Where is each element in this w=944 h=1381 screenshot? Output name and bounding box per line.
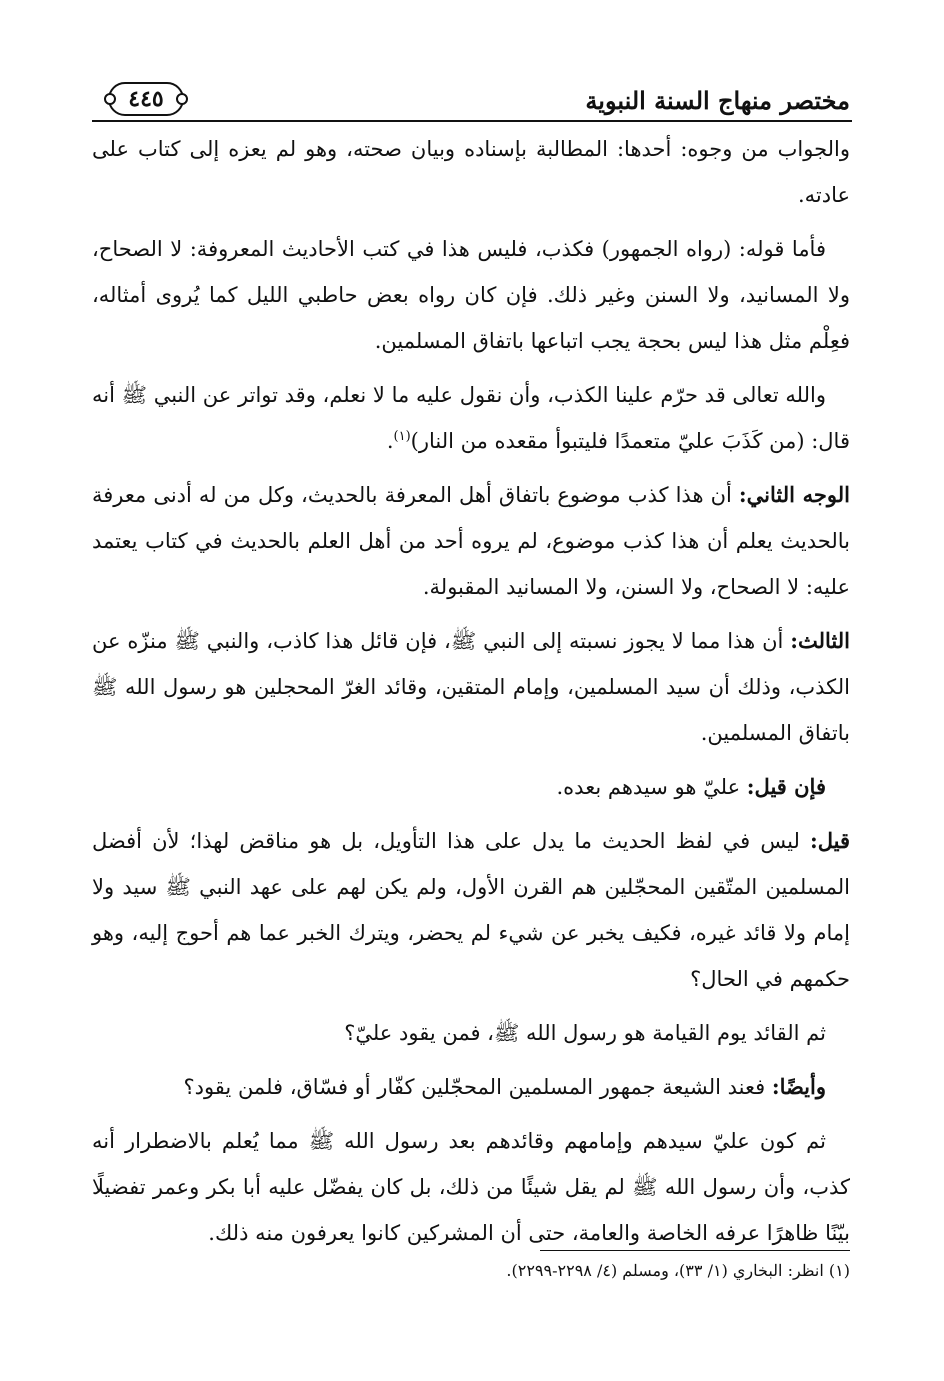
paragraph-text: ليس في لفظ الحديث ما يدل على هذا التأويل، بل هو مناقض لهذا؛ لأن أفضل المسلمين المتّقين المحجّلين هم القرن الأول، ولم يكن لهم على عهد النبي ﷺ سيد ولا إمام ولا قائد غيره، فكيف يخبر عن شيء لم يحضر، ويترك الخبر عما هم أحوج إليه، وهو حكمهم في الحال؟ — [92, 829, 850, 991]
paragraph-lead: الوجه الثاني: — [738, 482, 850, 507]
running-title: مختصر منهاج السنة النبوية — [585, 86, 850, 115]
paragraph-text: أن هذا مما لا يجوز نسبته إلى النبي ﷺ، فإن قائل هذا كاذب، والنبي ﷺ منزّه عن الكذب، وذلك أن سيد المسلمين، وإمام المتقين، وقائد الغرّ المحجلين هو رسول الله ﷺ باتفاق المسلمين. — [92, 629, 850, 745]
paragraph — [92, 818, 850, 1002]
paragraph-text: والله تعالى قد حرّم علينا الكذب، وأن نقول عليه ما لا نعلم، وقد تواتر عن النبي ﷺ أنه قال: (من كَذَبَ عليّ متعمدًا فليتبوأ مقعده من النار) — [92, 383, 850, 453]
paragraph — [92, 1118, 850, 1256]
footnote: (١) انظر: البخاري (١/ ٣٣)، ومسلم (٤/ ٢٢٩٨-٢٢٩٩). — [506, 1261, 850, 1280]
body-text — [92, 126, 850, 1264]
paragraph — [92, 226, 850, 364]
paragraph-text: ثم القائد يوم القيامة هو رسول الله ﷺ، فمن يقود عليّ؟ — [344, 1021, 826, 1045]
paragraph — [92, 472, 850, 610]
paragraph-text: فعند الشيعة جمهور المسلمين المحجّلين كفّار أو فسّاق، فلمن يقود؟ — [183, 1075, 772, 1099]
paragraph — [92, 372, 850, 464]
footnote-rule — [540, 1250, 850, 1251]
paragraph — [92, 126, 850, 218]
paragraph-lead: الثالث: — [790, 628, 850, 653]
paragraph-lead: وأيضًا: — [771, 1074, 826, 1099]
footnote-ref: (١) — [393, 429, 411, 444]
paragraph — [92, 764, 850, 810]
paragraph-end: . — [386, 429, 394, 453]
paragraph-text: والجواب من وجوه: أحدها: المطالبة بإسناده وبيان صحته، وهو لم يعزه إلى كتاب على عادته. — [92, 137, 850, 207]
header-rule — [92, 120, 852, 122]
paragraph-lead: قيل: — [809, 828, 850, 853]
paragraph — [92, 618, 850, 756]
paragraph-text: أن هذا كذب موضوع باتفاق أهل المعرفة بالحديث، وكل من له أدنى معرفة بالحديث يعلم أن هذا كذب موضوع، لم يروه أحد من أهل العلم بالحديث في كتاب يعتمد عليه: لا الصحاح، ولا السنن، ولا المسانيد المقبولة. — [92, 483, 850, 599]
paragraph-text: عليّ هو سيدهم بعده. — [556, 775, 747, 799]
paragraph-text: ثم كون عليّ سيدهم وإمامهم وقائدهم بعد رسول الله ﷺ مما يُعلم بالاضطرار أنه كذب، وأن رسول الله ﷺ لم يقل شيئًا من ذلك، بل كان يفضّل عليه أبا بكر وعمر تفضيلًا بيّنًا ظاهرًا عرفه الخاصة والعامة، حتى أن المشركين كانوا يعرفون منه ذلك. — [92, 1129, 850, 1245]
paragraph — [92, 1064, 850, 1110]
paragraph — [92, 1010, 850, 1056]
paragraph-lead: فإن قيل: — [746, 774, 826, 799]
paragraph-text: فأما قوله: (رواه الجمهور) فكذب، فليس هذا في كتب الأحاديث المعروفة: لا الصحاح، ولا المسانيد، ولا السنن وغير ذلك. فإن كان رواه بعض حاطبي الليل كما يُروى أمثاله، فعِلْم مثل هذا ليس بحجة يجب اتباعها باتفاق المسلمين. — [92, 237, 850, 353]
page-number-badge: ٤٤٥ — [108, 82, 184, 116]
